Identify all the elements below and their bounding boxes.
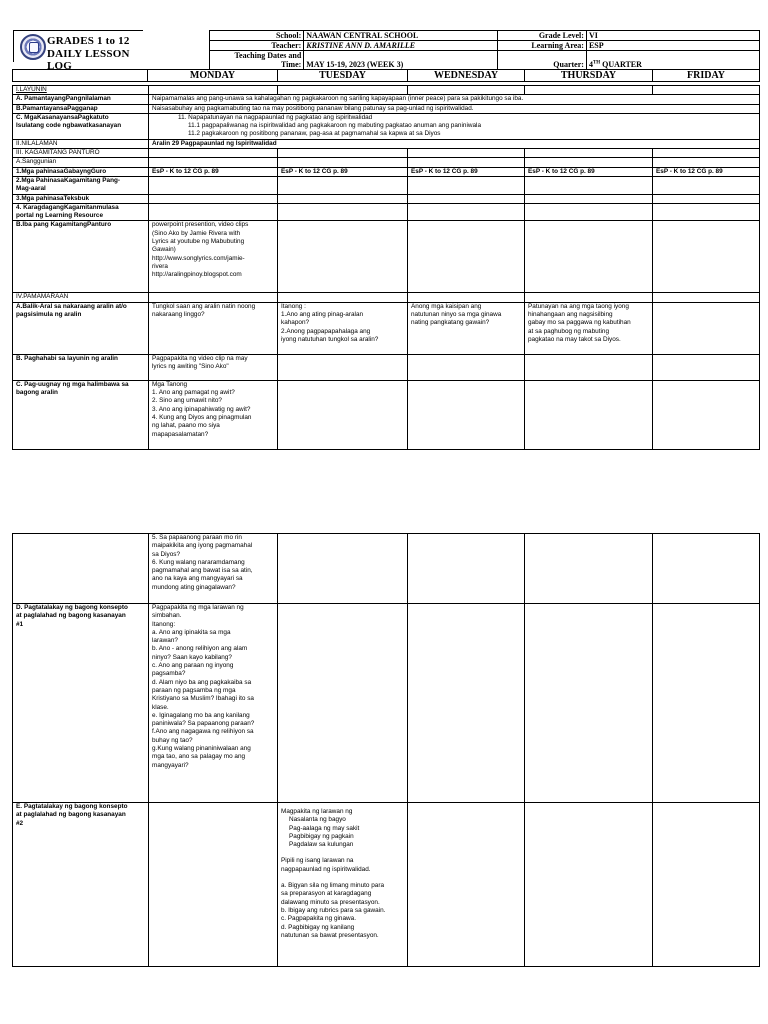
row-pagtatalakay-2	[13, 803, 760, 967]
row-label: III. KAGAMITANG PANTURO	[13, 149, 149, 158]
grade-value: VI	[586, 31, 759, 41]
row-label: 4. KaragdagangKagamitanmulasa portal ng Learning Resource	[13, 203, 149, 221]
row-kagamitang-mag-aaral	[13, 176, 760, 194]
area-label: Learning Area:	[497, 41, 586, 51]
row-label: C. MgaKasanayansaPagkatuto Isulatang code ngbawatkasanayan	[13, 113, 149, 139]
row-text: Naisasabuhay ang pagkamabuting tao na may positibong pananaw bilang patunay sa pag-unlad ng ispiritwalidad.	[149, 104, 760, 113]
balik-aral-wednesday: Anong mga kaisipan ang natutunan ninyo sa mga ginawa nating pangkatang gawain?	[408, 302, 525, 354]
ref-wednesday: EsP - K to 12 CG p. 89	[408, 167, 525, 176]
section-layunin: I.LAYUNIN	[13, 86, 149, 95]
dates-label: Teaching Dates and Time:	[210, 51, 304, 70]
ref-friday: EsP - K to 12 CG p. 89	[653, 167, 760, 176]
lesson-log-page-2	[12, 533, 760, 967]
row-pag-uugnay	[13, 380, 760, 449]
row-kagamitan	[13, 149, 760, 158]
lesson-table-2	[12, 533, 760, 967]
day-monday: MONDAY	[148, 70, 278, 82]
row-pag-uugnay-continued	[13, 534, 760, 604]
balik-aral-monday: Tungkol saan ang aralin natin noong nakaraang linggo?	[149, 302, 278, 354]
title-grades: GRADES 1 to 12	[47, 35, 130, 47]
deped-seal-icon	[20, 34, 46, 60]
day-friday: FRIDAY	[653, 70, 760, 82]
row-kasanayan	[13, 113, 760, 139]
pagtatalakay-2-tuesday: Magpakita ng larawan ng Nasalanta ng bagyo Pag-aalaga ng may sakit Pagbibigay ng pagkain Pagdalaw sa kulungan Pipili ng isang larawan na nagpapaunlad ng ispiritwalidad. a. Bigyan sila ng limang minuto para sa preparasyon at karagdagang dalawang minuto sa presentasyon. b. Ibigay ang rubrics para sa gawain. c. Pagpapakita ng ginawa. d. Pagbibigay ng kanilang natutunan sa bawat presentasyon.	[278, 803, 408, 967]
row-label: E. Pagtatalakay ng bagong konsepto at paglalahad ng bagong kasanayan #2	[13, 803, 149, 967]
ref-tuesday: EsP - K to 12 CG p. 89	[278, 167, 408, 176]
row-teksbuk	[13, 194, 760, 203]
row-balik-aral	[13, 302, 760, 354]
row-text: 11. Napapatunayan na nagpapaunlad ng pagkatao ang ispiritwalidad 11.1 pagpapaliwanag na ispiritwalidad ang pagkakaroon ng mabuting pagkatao anuman ang paniniwala 11.2 pagkakaroon ng positibong pananaw, pag-asa at pagmamahal sa kapwa at sa Diyos	[149, 113, 760, 139]
grade-label: Grade Level:	[497, 31, 586, 41]
paghahabi-monday: Pagpapakita ng video clip na may lyrics ng awiting "Sino Ako"	[149, 354, 278, 380]
lesson-log-page-1	[12, 28, 760, 450]
row-nilalaman	[13, 139, 760, 148]
school-value: NAAWAN CENTRAL SCHOOL	[304, 31, 497, 41]
row-pamantayan-sa-pagganap	[13, 104, 760, 113]
row-text: Naipamamalas ang pang-unawa sa kahalagahan ng pagkakaroon ng sariling kapayapaan (inner peace) para sa pakikitungo sa iba.	[149, 95, 760, 104]
deped-logo-box	[13, 30, 143, 72]
header-info-grid	[209, 30, 760, 70]
row-label: IV.PAMAMARAAN	[13, 293, 149, 302]
balik-aral-tuesday: Itanong : 1.Ano ang ating pinag-aralan kahapon? 2.Anong pagpapapahalaga ang iyong natutuhan tungkol sa aralin?	[278, 302, 408, 354]
row-label: B. Paghahabi sa layunin ng aralin	[13, 354, 149, 380]
dates-value: MAY 15-19, 2023 (WEEK 3)	[304, 51, 497, 70]
row-learning-resource	[13, 203, 760, 221]
row-pamamaraan	[13, 293, 760, 302]
row-layunin	[13, 86, 760, 95]
row-label: 1.Mga pahinasaGabayngGuro	[13, 167, 149, 176]
row-label: A. PamantayangPangnilalaman	[13, 95, 149, 104]
row-label: D. Pagtatalakay ng bagong konsepto at paglalahad ng bagong kasanayan #1	[13, 604, 149, 803]
pagtatalakay-1-monday: Pagpapakita ng mga larawan ng simbahan. Itanong: a. Ano ang ipinakita sa mga larawan? b. Ano - anong relihiyon ang alam ninyo? Saan kayo kabilang? c. Ano ang paraan ng inyong pagsamba? d. Alam niyo ba ang pagkakaiba sa paraan ng pagsamba ng mga Kristiyano sa Muslim? Ibahagi ito sa klase. e. Iginagalang mo ba ang kanilang paniniwala? Sa papaanong paraan? f.Ano ang nagagawa ng relihiyon sa buhay ng tao? g.Kung walang pinaniniwalaan ang mga tao, ano sa palagay mo ang mangyayari?	[149, 604, 278, 803]
row-sanggunian	[13, 158, 760, 167]
quarter-label: Quarter:	[497, 51, 586, 70]
row-label: 2.Mga PahinasaKagamitang Pang- Mag-aaral	[13, 176, 149, 194]
row-text: Aralin 29 Pagpapaunlad ng Ispiritwalidad	[149, 139, 760, 148]
day-wednesday: WEDNESDAY	[408, 70, 525, 82]
area-value: ESP	[586, 41, 759, 51]
ref-thursday: EsP - K to 12 CG p. 89	[525, 167, 653, 176]
title-dll: DAILY LESSON LOG	[47, 48, 130, 72]
balik-aral-thursday: Patunayan na ang mga taong iyong hinahangaan ang nagsisilbing gabay mo sa paggawa ng kabutihan at sa paghubog ng mabuting pagkatao na may takot sa Diyos.	[525, 302, 653, 354]
teacher-label: Teacher:	[210, 41, 304, 51]
row-label: B.PamantayansaPagganap	[13, 104, 149, 113]
day-header-row	[12, 69, 760, 82]
row-pagtatalakay-1	[13, 604, 760, 803]
school-label: School:	[210, 31, 304, 41]
lesson-table-1	[12, 85, 760, 450]
pag-uugnay-monday: Mga Tanong 1. Ano ang pamagat ng awit? 2. Sino ang umawit nito? 3. Ano ang ipinapahiwatig ng awit? 4. Kung ang Diyos ang pinagmulan ng lahat, paano mo siya mapapasalamatan?	[149, 380, 278, 449]
row-paghahabi	[13, 354, 760, 380]
row-label: II.NILALAMAN	[13, 139, 149, 148]
row-label: B.Iba pang KagamitangPanturo	[13, 221, 149, 293]
quarter-value: 4TH QUARTER	[586, 51, 759, 70]
day-thursday: THURSDAY	[525, 70, 653, 82]
row-label: C. Pag-uugnay ng mga halimbawa sa bagong aralin	[13, 380, 149, 449]
iba-pang-kagamitan-monday: powerpoint presention, video clips (Sino Ako by Jamie Rivera with Lyrics at youtube ng Mabubuting Gawain) http://www.songlyrics.com/jamie- rivera http://aralingpinoy.blogspot.com	[149, 221, 278, 293]
row-pamantayang-pangnilalaman	[13, 95, 760, 104]
header	[12, 28, 760, 81]
pag-uugnay-monday-continued: 5. Sa papaanong paraan mo rin maipakikita ang iyong pagmamahal sa Diyos? 6. Kung walang nararamdamang pagmamahal ang bawat isa sa atin, ano na kaya ang mangyayari sa mundong ating ginagalawan?	[149, 534, 278, 604]
row-label: A.Balik-Aral sa nakaraang aralin at/o pagsisimula ng aralin	[13, 302, 149, 354]
row-iba-pang-kagamitan	[13, 221, 760, 293]
ref-monday: EsP - K to 12 CG p. 89	[149, 167, 278, 176]
teacher-value: KRISTINE ANN D. AMARILLE	[304, 41, 497, 51]
day-header-blank	[13, 70, 148, 82]
row-label: A.Sanggunian	[13, 158, 149, 167]
row-label: 3.Mga pahinasaTeksbuk	[13, 194, 149, 203]
day-tuesday: TUESDAY	[278, 70, 408, 82]
row-gabay-guro	[13, 167, 760, 176]
